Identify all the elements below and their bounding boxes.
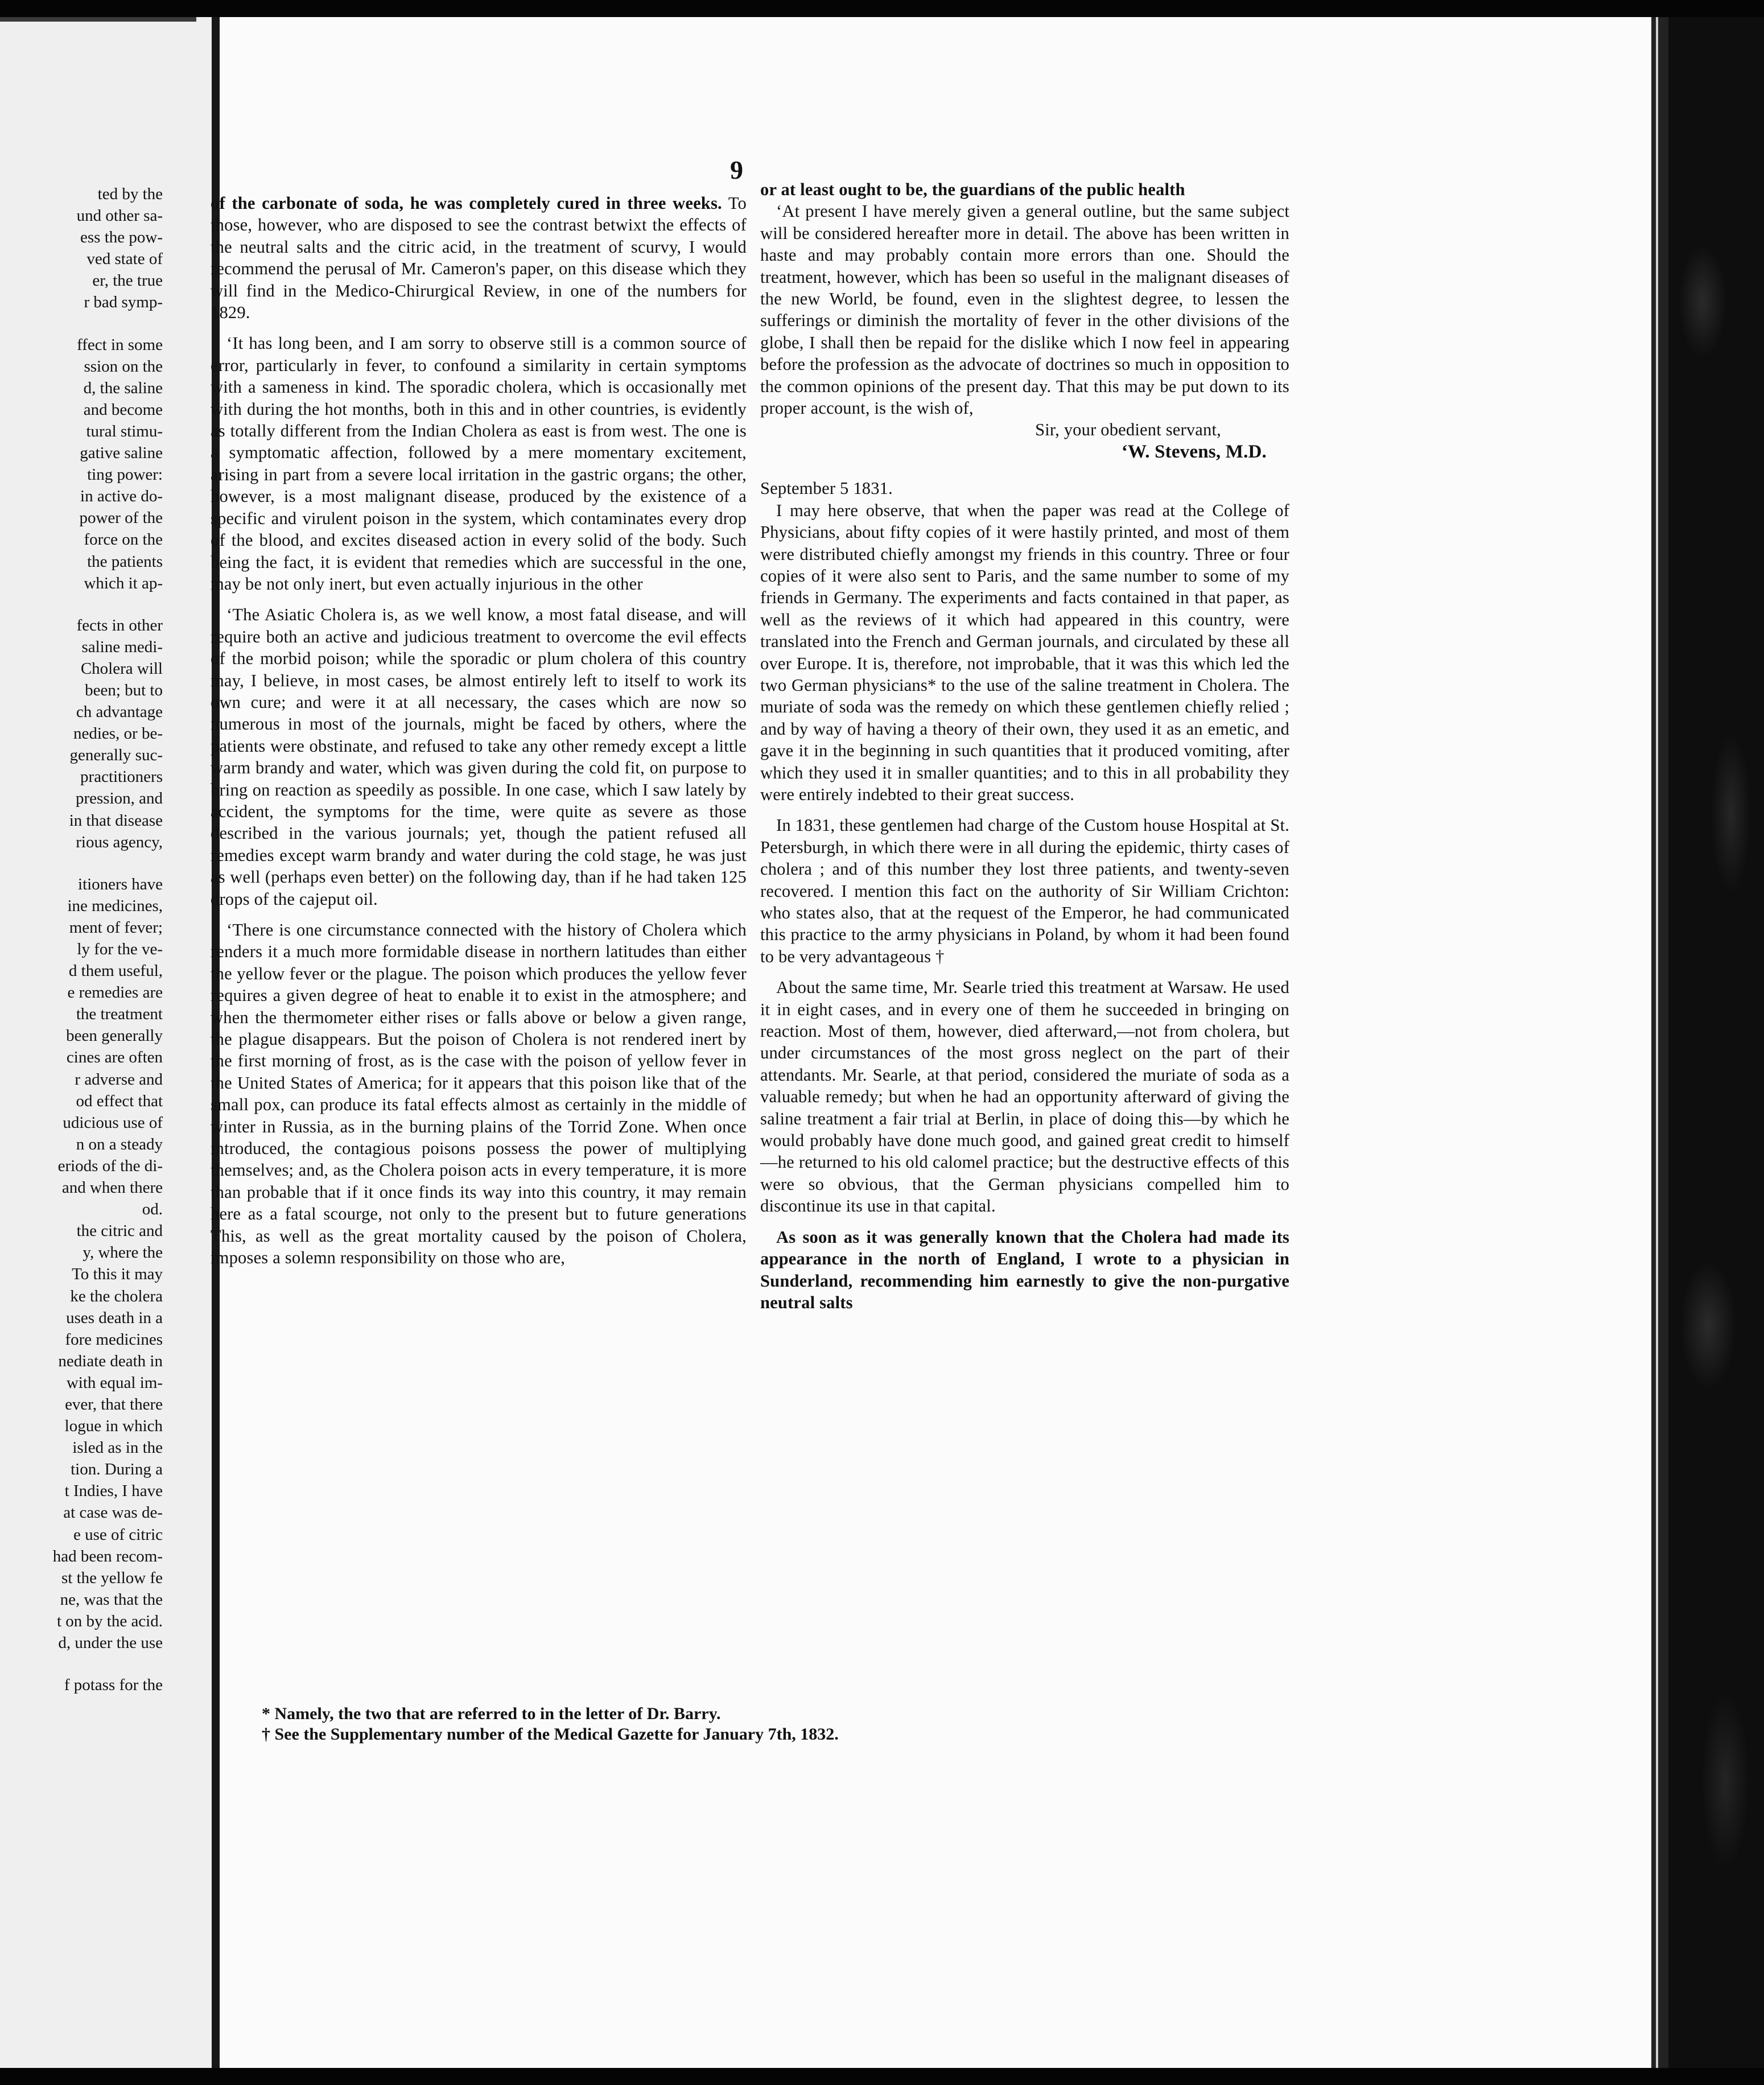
fragment-line: ted by the bbox=[97, 185, 163, 203]
fragment-line: ssion on the bbox=[84, 357, 163, 376]
fragment-line: force on the bbox=[84, 530, 163, 549]
fragment-line: ly for the ve- bbox=[77, 940, 163, 958]
fragment-line: und other sa- bbox=[76, 207, 163, 225]
fragment-line: ine medicines, bbox=[67, 896, 163, 915]
fragment-line: r bad symp- bbox=[84, 293, 163, 312]
fragment-line: eriods of the di- bbox=[57, 1156, 163, 1175]
footnote: † See the Supplementary number of the Medical Gazette for January 7th, 1832. bbox=[262, 1725, 839, 1744]
scan-border-bottom bbox=[0, 2068, 1764, 2085]
right-text-column bbox=[760, 179, 1289, 1313]
paragraph: or at least ought to be, the guardians of the public health bbox=[760, 180, 1185, 199]
fragment-line: nediate death in bbox=[58, 1351, 163, 1370]
fragment-line: t Indies, I have bbox=[64, 1482, 163, 1501]
scan-background-right bbox=[1668, 17, 1764, 2068]
paragraph-rest: To those, however, who are disposed to see the contrast betwixt the effects of the neutral salts and the citric acid, in the treatment of scurvy, I would recommend the perusal of Mr. Cameron's paper, on this disease which they will find in the Medico-Chirurgical Review, in one of the numbers for 1829. bbox=[211, 193, 747, 323]
letter-date: September 5 1831. bbox=[760, 479, 893, 498]
fragment-line: nedies, or be- bbox=[73, 724, 163, 743]
fragment-line: isled as in the bbox=[72, 1439, 163, 1457]
fragment-line: ting power: bbox=[87, 465, 163, 484]
fragment-line: ever, that there bbox=[65, 1395, 163, 1414]
fragment-line: d, under the use bbox=[58, 1634, 163, 1652]
previous-page-fragment bbox=[0, 17, 212, 2068]
fragment-line: tural stimu- bbox=[86, 422, 163, 440]
fragment-line: practitioners bbox=[80, 768, 163, 786]
scan-border-top bbox=[0, 0, 1764, 17]
fragment-line: and when there bbox=[61, 1179, 163, 1197]
fragment-line: To this it may bbox=[72, 1265, 163, 1284]
fragment-line: d them useful, bbox=[68, 962, 163, 980]
paragraph: ‘At present I have merely given a general outline, but the same subject will be considered hereafter more in detail. The above has been written in haste and may probably contain more errors than one. Should the treatment, however, which has been so useful in the malignant diseases of the new World, be found, even in the slightest degree, to lessen the sufferings or diminish the mortality of fever in the other divisions of the globe, I shall then be repaid for the dislike which I now feel in appearing before the profession as the advocate of doctrines so much in opposition to the common opinions of the present day. That this may be put down to its proper account, is the wish of, bbox=[760, 201, 1289, 418]
fragment-line: n on a steady bbox=[76, 1135, 163, 1153]
fragment-line: logue in which bbox=[64, 1417, 163, 1436]
fragment-line: od. bbox=[142, 1200, 163, 1219]
fragment-line: pression, and bbox=[75, 789, 163, 808]
fragment-line: Cholera will bbox=[80, 659, 163, 678]
fragment-line: and become bbox=[83, 400, 163, 419]
fragment-line: with equal im- bbox=[66, 1373, 163, 1392]
footnotes bbox=[262, 1704, 1229, 1745]
page-rule bbox=[0, 17, 196, 22]
fragment-line: the patients bbox=[87, 552, 163, 571]
line-gap bbox=[0, 314, 163, 334]
paragraph: ‘It has long been, and I am sorry to observe still is a common source of error, particularly in fever, to confound a similarity in certain symptoms with a sameness in kind. The sporadic cholera, which is occasionally met with during the hot months, both in this and in other countries, is evidently as totally different from the Indian Cholera as east is from west. The one is a symptomatic affection, followed by a mere momentary excitement, arising in part from a severe local irritation in the gastric organs; the other, however, is a most malignant disease, produced by the existence of a specific and virulent poison in the system, which contaminates every drop of the blood, and excites diseased action in every solid of the body. Such being the fact, it is evident that remedies which are successful in the one, may be not only inert, but even actually injurious in the other bbox=[211, 333, 747, 594]
fragment-line: uses death in a bbox=[66, 1308, 163, 1327]
fragment-line: ffect in some bbox=[77, 335, 163, 354]
fragment-line: d, the saline bbox=[83, 378, 163, 397]
fragment-line: been; but to bbox=[85, 681, 163, 699]
fragment-line: which it ap- bbox=[84, 574, 163, 592]
line-gap bbox=[0, 1654, 163, 1674]
fragment-line: udicious use of bbox=[63, 1113, 163, 1132]
fragment-line: er, the true bbox=[92, 271, 163, 290]
fragment-line: at case was de- bbox=[63, 1503, 163, 1522]
page-number: 9 bbox=[730, 155, 743, 184]
fragment-line: the citric and bbox=[76, 1222, 163, 1241]
fragment-line: ment of fever; bbox=[69, 918, 163, 937]
fragment-line: ess the pow- bbox=[80, 228, 163, 247]
fragment-line: tion. During a bbox=[71, 1460, 163, 1479]
fragment-line: cines are often bbox=[66, 1048, 163, 1067]
fragment-line: ke the cholera bbox=[70, 1287, 163, 1305]
fragment-line: the treatment bbox=[76, 1005, 163, 1024]
signature-closing: Sir, your obedient servant, bbox=[1035, 420, 1221, 440]
line-gap bbox=[0, 594, 163, 615]
fragment-line: r adverse and bbox=[75, 1070, 163, 1089]
fragment-line: in that disease bbox=[69, 811, 163, 830]
fragment-line: e remedies are bbox=[67, 983, 163, 1002]
paragraph: As soon as it was generally known that the Cholera had made its appearance in the north of England, I wrote to a physician in Sunderland, recommending him earnestly to give the non-purgative neutral salts bbox=[760, 1227, 1289, 1312]
fragment-line: fore medicines bbox=[65, 1330, 163, 1349]
fragment-line: been generally bbox=[66, 1027, 163, 1045]
fragment-line: in active do- bbox=[80, 487, 163, 506]
line-gap bbox=[0, 853, 163, 873]
fragment-line: ved state of bbox=[86, 250, 163, 269]
paragraph-bold-lead: of the carbonate of soda, he was completely cured in three weeks. bbox=[211, 193, 722, 213]
fragment-line: fects in other bbox=[76, 616, 163, 634]
fragment-line: f potass for the bbox=[64, 1676, 163, 1695]
fragment-line: had been recom- bbox=[52, 1547, 163, 1565]
fragment-line: t on by the acid. bbox=[56, 1612, 163, 1630]
paragraph: About the same time, Mr. Searle tried this treatment at Warsaw. He used it in eight cases, and in every one of them he succeeded in bringing on reaction. Most of them, however, died afterward,—not from cholera, but under circumstances of the most gross neglect on the part of their attendants. Mr. Searle, at that period, considered the muriate of soda as a valuable remedy; but when he had an opportunity afterward of giving the saline treatment a fair trial at Berlin, in place of doing this—by which he would probably have done much good, and gained great credit to himself—he returned to his old calomel practice; but the destructive effects of this were so obvious, that the German physicians compelled him to discontinue its use in that capital. bbox=[760, 978, 1289, 1216]
previous-page-column bbox=[0, 183, 163, 1696]
fragment-line: itioners have bbox=[78, 875, 163, 893]
page-edge-highlight bbox=[1656, 17, 1658, 2068]
signature-name: ‘W. Stevens, M.D. bbox=[1121, 441, 1267, 462]
fragment-line: gative saline bbox=[80, 444, 163, 463]
fragment-line: y, where the bbox=[83, 1243, 163, 1262]
fragment-line: od effect that bbox=[76, 1091, 163, 1110]
fragment-line: power of the bbox=[79, 509, 163, 528]
fragment-line: ch advantage bbox=[76, 703, 163, 722]
left-text-column bbox=[211, 192, 747, 1269]
page-edge bbox=[1651, 17, 1668, 2068]
paragraph: In 1831, these gentlemen had charge of the Custom house Hospital at St. Petersburgh, in which there were in all during the epidemic, thirty cases of cholera ; and of this number they lost three patients, and twenty-seven recovered. I mention this fact on the authority of Sir William Crichton: who states also, that at the request of the Emperor, he had communicated this practice to the army physicians in Poland, by whom it had been found to be very advantageous † bbox=[760, 815, 1289, 966]
paragraph bbox=[211, 192, 747, 323]
paragraph: ‘There is one circumstance connected with the history of Cholera which renders it a much more formidable disease in northern latitudes than either the yellow fever or the plague. The poison which produces the yellow fever requires a given degree of heat to enable it to exist in the atmosphere; and when the thermometer either rises or falls above or below a given range, the plague disappears. But the poison of Cholera is not rendered inert by the first morning of frost, as is the case with the poison of yellow fever in the United States of America; for it appears that this poison like that of the small pox, can produce its fatal effects almost as certainly in the middle of winter in Russia, as in the burning plains of the Torrid Zone. When once introduced, the contagious poisons possess the power of multiplying themselves; and, as the Cholera poison acts in every temperature, it is more than probable that if it once finds its way into this country, it may remain here as a fatal scourge, not only to the present but to future generations This, as well as the great mortality caused by the poison of Cholera, imposes a solemn responsibility on those who are, bbox=[211, 920, 747, 1268]
paragraph: ‘The Asiatic Cholera is, as we well know, a most fatal disease, and will require both an active and judicious treatment to overcome the evil effects of the morbid poison; while the sporadic or plum cholera of this country may, I believe, in most cases, be almost entirely left to itself to work its own cure; and were it at all necessary, the cases which are now so numerous in most of the journals, might be faced by others, where the patients were obstinate, and refused to take any other remedy except a little warm brandy and water, which was given during the cold fit, on purpose to bring on reaction as speedily as possible. In one case, which I saw lately by accident, the symptoms for the time, were quite as severe as those described in the various journals; yet, though the patient refused all remedies except warm brandy and water during the cold stage, he was just as well (perhaps even better) on the following day, than if he had taken 125 drops of the cajeput oil. bbox=[211, 605, 747, 909]
fragment-line: st the yellow fe bbox=[61, 1568, 163, 1587]
fragment-line: rious agency, bbox=[76, 833, 163, 851]
fragment-line: generally suc- bbox=[69, 746, 163, 765]
fragment-line: e use of citric bbox=[73, 1525, 163, 1544]
paragraph: I may here observe, that when the paper was read at the College of Physicians, about fifty copies of it were hastily printed, and most of them were distributed chiefly amongst my friends in this country. Three or four copies of it were also sent to Paris, and the same number to some of my friends in Germany. The experiments and facts contained in that paper, as well as the reviews of it which had appeared in this country, were translated into the French and German journals, and circulated by these all over Europe. It is, therefore, not improbable, that it was this which led the two German physicians* to the use of the saline treatment in Cholera. The muriate of soda was the remedy on which these gentlemen chiefly relied ; and by way of having a theory of their own, they used it as an emetic, and gave it in the beginning in such quantities that it produced vomiting, after which they used it in smaller quantities; and to this in all probability they were entirely indebted to their great success. bbox=[760, 500, 1289, 804]
fragment-line: saline medi- bbox=[81, 637, 163, 656]
footnote: * Namely, the two that are referred to in the letter of Dr. Barry. bbox=[262, 1704, 721, 1723]
fragment-line: ne, was that the bbox=[60, 1590, 163, 1609]
